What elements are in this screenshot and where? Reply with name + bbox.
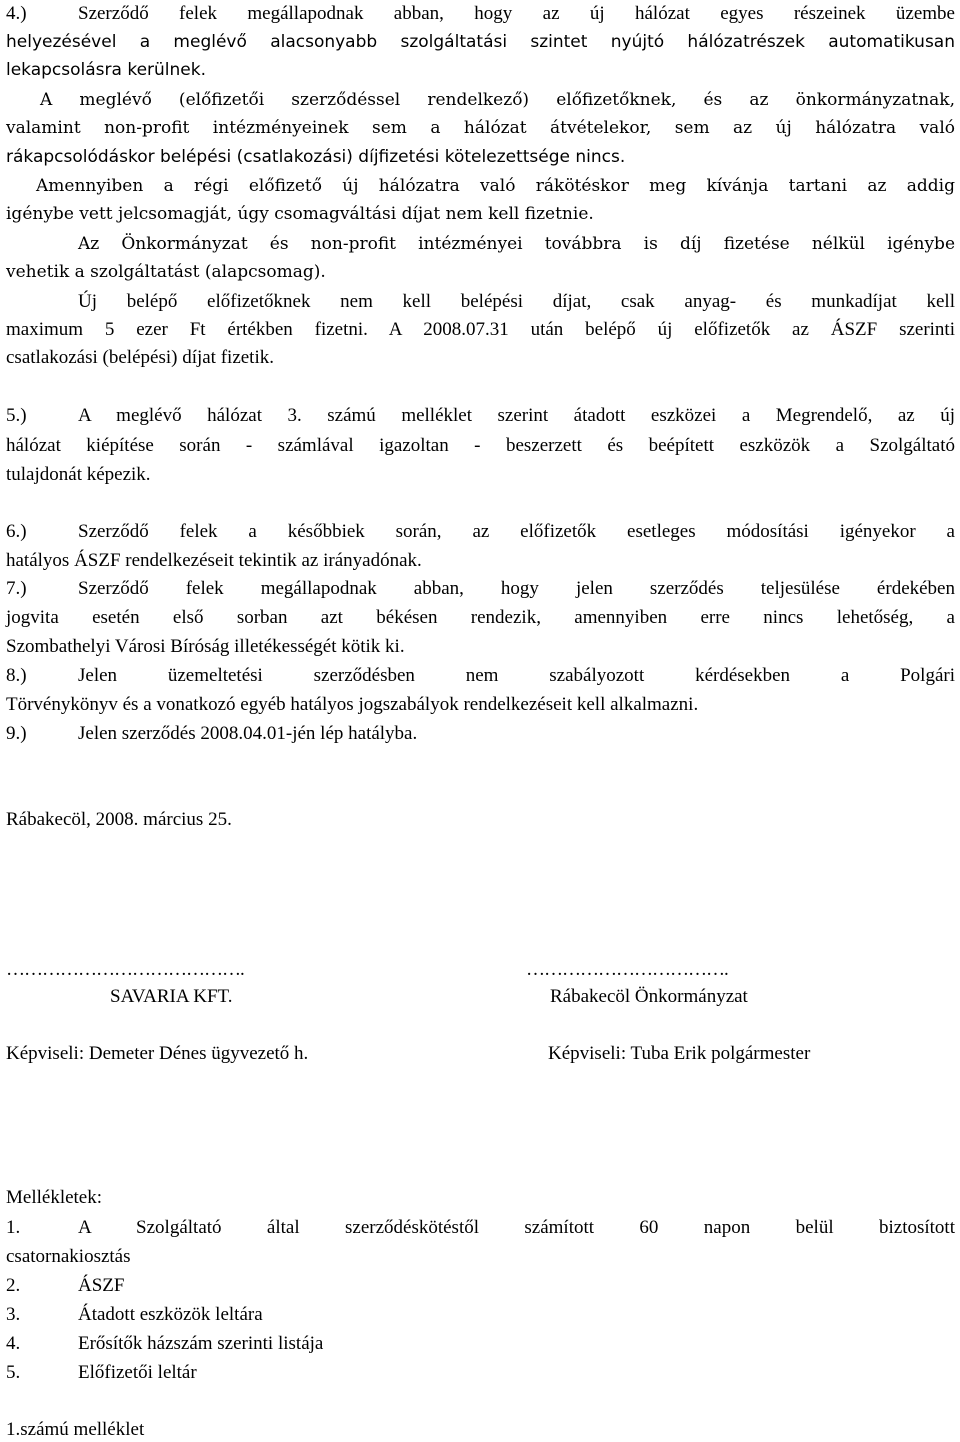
section-6-number: 6.) <box>6 521 27 542</box>
section-7-line-2: jogvita esetén első sorban azt békésen rendezik, amennyiben erre nincs lehetőség, a <box>6 607 955 628</box>
left-signature-line: …………………………………. <box>6 959 244 980</box>
attachment-number-3: 3. <box>6 1304 21 1325</box>
attachment-item-2: 2. ÁSZF <box>6 1275 125 1296</box>
attachment-number-1: 1. <box>6 1217 21 1238</box>
section-7-line-3: Szombathelyi Városi Bíróság illetékességét kötik ki. <box>6 636 405 657</box>
section-4-line-1: 4.) Szerződő felek megállapodnak abban, hogy az új hálózat egyes részeinek üzembe <box>6 3 955 24</box>
section-4-number: 4.) <box>6 3 27 24</box>
section-8-number: 8.) <box>6 665 27 686</box>
section-4-paragraph-5-line-1: Új belépő előfizetőknek nem kell belépési díjat, csak anyag- és munkadíjat kell <box>78 291 955 312</box>
left-party-name: SAVARIA KFT. <box>110 986 233 1007</box>
attachments-title: Mellékletek: <box>6 1187 103 1208</box>
attachment-item-1: 1. A Szolgáltató által szerződéskötéstől számított 60 napon belül biztosított <box>6 1217 955 1238</box>
section-5-line-3: tulajdonát képezik. <box>6 464 151 485</box>
section-8-line-2: Törvénykönyv és a vonatkozó egyéb hatályos jogszabályok rendelkezéseit kell alkalmazni. <box>6 694 699 715</box>
section-4-line-3: lekapcsolásra kerülnek. <box>6 60 207 80</box>
attachment-item-5: 5. Előfizetői leltár <box>6 1362 197 1383</box>
section-4-paragraph-5-line-2: maximum 5 ezer Ft értékben fizetni. A 2008.07.31 után belépő új előfizetők az ÁSZF szerinti <box>6 319 955 340</box>
section-4-paragraph-3-line-1: Amennyiben a régi előfizető új hálózatra való rákötéskor meg kívánja tartani az addig <box>36 176 955 196</box>
section-9-number: 9.) <box>6 723 27 744</box>
section-7-line-1: 7.) Szerződő felek megállapodnak abban, hogy jelen szerződés teljesülése érdekében <box>6 578 955 599</box>
section-5-line-1: 5.) A meglévő hálózat 3. számú melléklet szerint átadott eszközei a Megrendelő, az új <box>6 405 955 426</box>
section-9-line-1: 9.) Jelen szerződés 2008.04.01-jén lép hatályba. <box>6 723 418 744</box>
section-6-line-2: hatályos ÁSZF rendelkezéseit tekintik az irányadónak. <box>6 550 422 571</box>
section-4-paragraph-3-line-2: igénybe vett jelcsomagját, úgy csomagváltási díjat nem kell fizetnie. <box>6 204 594 224</box>
section-4-paragraph-4-line-1: Az Önkormányzat és non-profit intézményei továbbra is díj fizetése nélkül igénybe <box>78 234 955 254</box>
attachment-item-3: 3. Átadott eszközök leltára <box>6 1304 263 1325</box>
right-signature-line: ……………………………. <box>526 959 728 980</box>
section-4-paragraph-2-line-3: rákapcsolódáskor belépési (csatlakozási) díjfizetési kötelezettsége nincs. <box>6 147 626 167</box>
section-4-paragraph-5-line-3: csatlakozási (belépési) díjat fizetik. <box>6 347 274 368</box>
attachment-number-2: 2. <box>6 1275 21 1296</box>
section-5-line-2: hálózat kiépítése során - számlával igazoltan - beszerzett és beépített eszközök a Szolgáltató <box>6 435 955 456</box>
attachment-item-1-cont: csatornakiosztás <box>6 1246 131 1267</box>
left-representative: Képviseli: Demeter Dénes ügyvezető h. <box>6 1043 309 1064</box>
section-4-paragraph-4-line-2: vehetik a szolgáltatást (alapcsomag). <box>6 262 326 282</box>
right-representative: Képviseli: Tuba Erik polgármester <box>548 1043 811 1064</box>
section-5-number: 5.) <box>6 405 27 426</box>
section-4-paragraph-2-line-2: valamint non-profit intézményeinek sem a hálózat átvételekor, sem az új hálózatra való <box>6 118 955 138</box>
attachment-item-4: 4. Erősítők házszám szerinti listája <box>6 1333 324 1354</box>
footer-attachment-label: 1.számú melléklet <box>6 1419 145 1440</box>
section-8-line-1: 8.) Jelen üzemeltetési szerződésben nem szabályozott kérdésekben a Polgári <box>6 665 955 686</box>
attachment-number-5: 5. <box>6 1362 21 1383</box>
section-6-line-1: 6.) Szerződő felek a későbbiek során, az előfizetők esetleges módosítási igényekor a <box>6 521 955 542</box>
place-date: Rábakecöl, 2008. március 25. <box>6 809 232 830</box>
section-4-paragraph-2-line-1: A meglévő (előfizetői szerződéssel rendelkező) előfizetőknek, és az önkormányzatnak, <box>40 90 955 110</box>
attachment-number-4: 4. <box>6 1333 21 1354</box>
section-7-number: 7.) <box>6 578 27 599</box>
section-4-line-2: helyezésével a meglévő alacsonyabb szolgáltatási szintet nyújtó hálózatrészek automatikusan <box>6 32 955 52</box>
right-party-name: Rábakecöl Önkormányzat <box>550 986 748 1007</box>
